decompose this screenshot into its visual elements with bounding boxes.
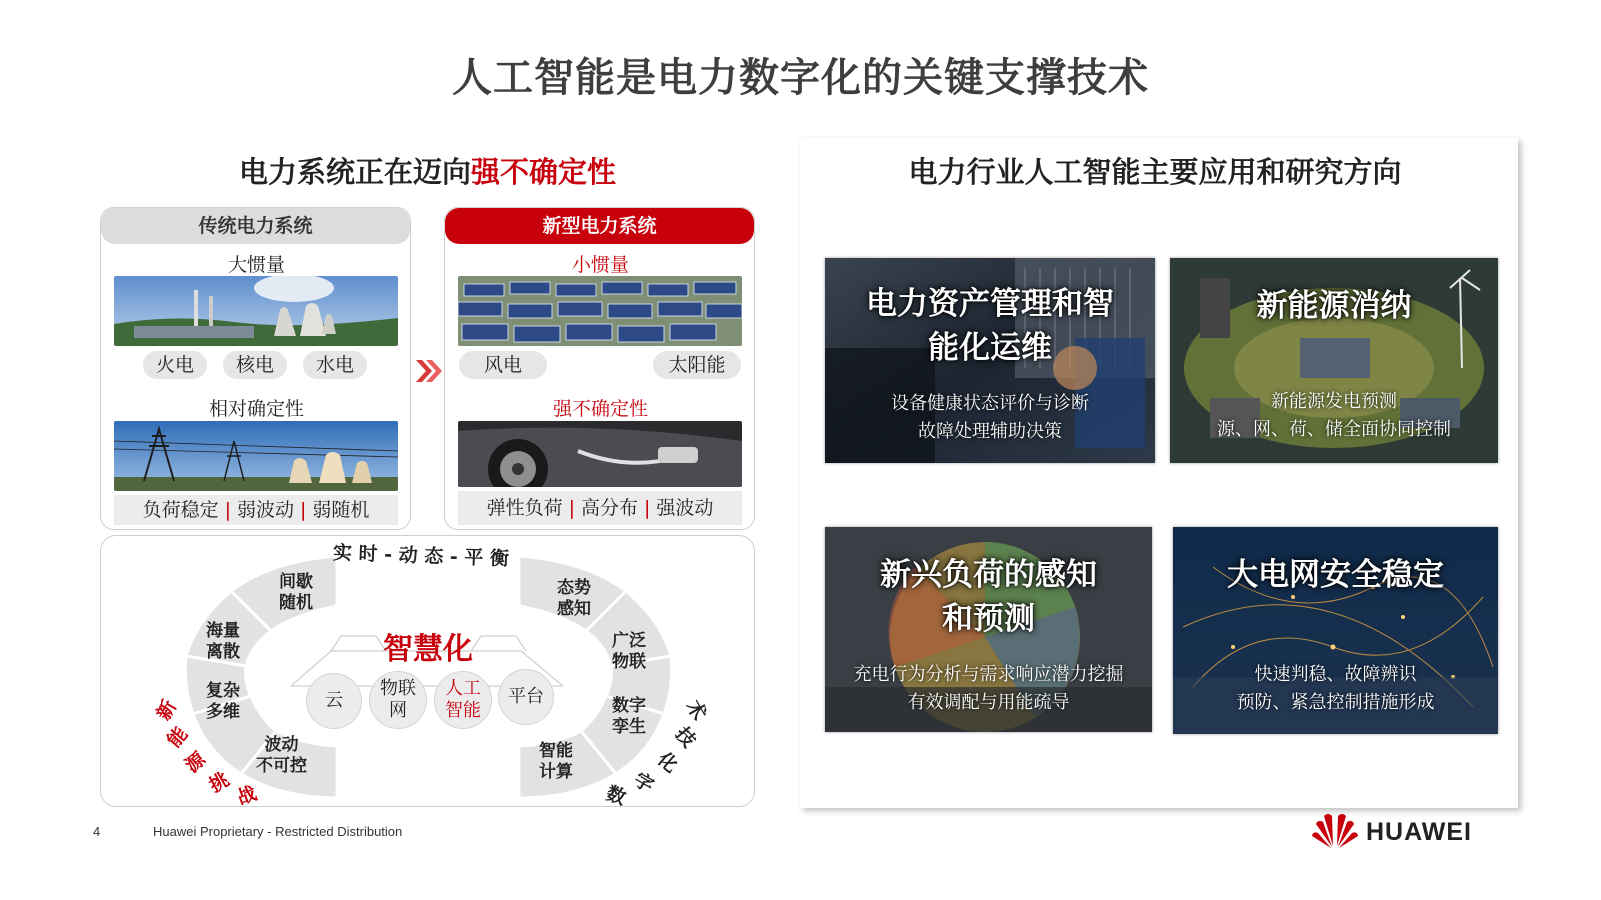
segment-digital-twin [612,696,646,738]
trait-separator: | [300,499,307,521]
left-heading-emphasis: 强不确定性 [471,155,617,189]
card-title [1173,553,1498,597]
center-title-smart: 智慧化 [383,632,473,667]
segment-line: 数字 [612,696,646,716]
circle-platform [498,669,554,725]
trait-weak-fluctuation: 弱波动 [236,499,294,521]
trait-separator: | [224,499,231,521]
solar-farm-photo [458,276,742,346]
circle-line: 网 [389,700,407,721]
segment-line: 感知 [557,599,591,619]
new-energy-challenge-char: 战 [234,782,260,810]
card-sub-line: 充电行为分析与需求响应潜力挖掘 [853,664,1124,685]
thermal-power-chip: 火电 [143,351,207,379]
ev-charging-photo [458,421,742,487]
segment-line: 物联 [612,652,646,672]
trait-elastic-load: 弹性负荷 [486,497,563,519]
circle-iot [369,671,427,729]
card-subtitle [1170,388,1498,444]
new-energy-challenge-char: 源 [181,748,210,778]
trait-separator: | [644,497,651,519]
card-title-line: 新能源消纳 [1256,288,1412,324]
card-title [825,282,1155,370]
segment-complex-multidim [206,681,240,723]
segment-wide-iot [612,631,646,673]
card-title-line: 新兴负荷的感知 [880,557,1097,593]
card-grid-stability[interactable] [1173,527,1498,734]
segment-intermittent-random [279,572,313,614]
traditional-system-panel [100,207,411,530]
card-sub-line: 新能源发电预测 [1271,391,1397,412]
new-energy-challenge-char: 能 [163,723,193,752]
card-renewable-integration[interactable] [1170,258,1498,463]
card-title [825,553,1152,641]
relative-certainty-label: 相对确定性 [208,398,304,420]
segment-line: 孪生 [612,717,646,737]
card-title-line: 和预测 [942,601,1035,637]
card-sub-line: 预防、紧急控制措施形成 [1236,692,1435,713]
trait-strong-fluctuation: 强波动 [656,497,714,519]
page-number: 4 [93,824,101,839]
segment-line: 间歇 [279,572,313,592]
circle-line: 智能 [445,700,481,721]
nuclear-power-chip: 核电 [223,351,287,379]
segment-massive-discrete [206,621,240,663]
new-system-header: 新型电力系统 [445,208,754,244]
strong-uncertainty-label: 强不确定性 [552,398,648,420]
card-asset-management[interactable] [825,258,1155,463]
segment-line: 计算 [539,762,573,782]
trait-high-distribution: 高分布 [580,497,638,519]
transmission-tower-photo [114,421,398,491]
trait-weak-randomness: 弱随机 [312,499,370,521]
chevron-right-icon [414,358,444,384]
segment-line: 波动 [264,735,299,755]
segment-line: 智能 [539,741,573,761]
traditional-system-header: 传统电力系统 [101,208,410,244]
segment-line: 海量 [206,621,240,641]
segment-line: 离散 [206,642,240,662]
new-system-panel [444,207,755,530]
digital-tech-char: 数 [603,782,629,810]
power-plant-photo [114,276,398,346]
card-sub-line: 故障处理辅助决策 [918,421,1062,442]
circle-line: 物联 [380,678,416,699]
card-sub-line: 有效调配与用能疏导 [907,692,1070,713]
solar-power-chip: 太阳能 [653,351,741,379]
segment-situation-awareness [557,578,591,620]
segment-line: 广泛 [612,631,646,651]
segment-line: 随机 [279,593,313,613]
huawei-logo-icon [1310,810,1360,850]
large-inertia-label: 大惯量 [227,254,285,276]
new-energy-challenge-char: 新 [152,696,182,724]
segment-uncontrollable [256,735,307,777]
left-heading [100,150,755,191]
card-title-line: 大电网安全稳定 [1227,557,1444,593]
hydro-power-chip: 水电 [303,351,367,379]
left-heading-prefix: 电力系统正在迈向 [238,155,471,189]
card-sub-line: 源、网、荷、储全面协同控制 [1217,419,1451,440]
huawei-wordmark: HUAWEI [1366,818,1472,846]
digital-tech-char: 术 [681,696,711,724]
circle-line: 云 [325,690,343,711]
card-emerging-load[interactable] [825,527,1152,732]
circle-line: 平台 [508,686,544,707]
realtime-balance-arc: 实 时 - 动 态 - 平 衡 [332,541,510,571]
small-inertia-label: 小惯量 [571,254,629,276]
new-energy-challenge-char: 挑 [205,768,233,798]
segment-line: 不可控 [256,756,307,776]
traditional-traits-bar [114,495,398,525]
trait-load-stable: 负荷稳定 [142,499,219,521]
new-traits-bar [458,491,742,525]
digital-tech-char: 技 [670,723,700,752]
smart-grid-diagram [100,535,755,810]
segment-line: 态势 [557,578,591,598]
trait-separator: | [568,497,575,519]
wind-power-chip: 风电 [459,351,547,379]
circle-line: 人工 [445,678,481,699]
digital-tech-char: 字 [630,768,658,798]
card-title-line: 能化运维 [928,330,1052,366]
right-heading: 电力行业人工智能主要应用和研究方向 [908,155,1402,189]
card-sub-line: 设备健康状态评价与诊断 [891,393,1089,414]
segment-line: 多维 [206,702,240,722]
card-subtitle [1173,661,1498,717]
card-title-line: 电力资产管理和智 [866,286,1114,322]
card-title [1170,284,1498,328]
digital-tech-char: 化 [653,748,682,778]
segment-line: 复杂 [206,681,240,701]
proprietary-notice: Huawei Proprietary - Restricted Distribution [153,824,403,839]
slide-title: 人工智能是电力数字化的关键支撑技术 [452,55,1149,101]
circle-ai [434,671,492,729]
card-sub-line: 快速判稳、故障辨识 [1254,664,1417,685]
segment-intelligent-computing [539,741,573,783]
circle-cloud [306,673,362,729]
card-subtitle [825,390,1155,446]
card-subtitle [825,661,1152,717]
